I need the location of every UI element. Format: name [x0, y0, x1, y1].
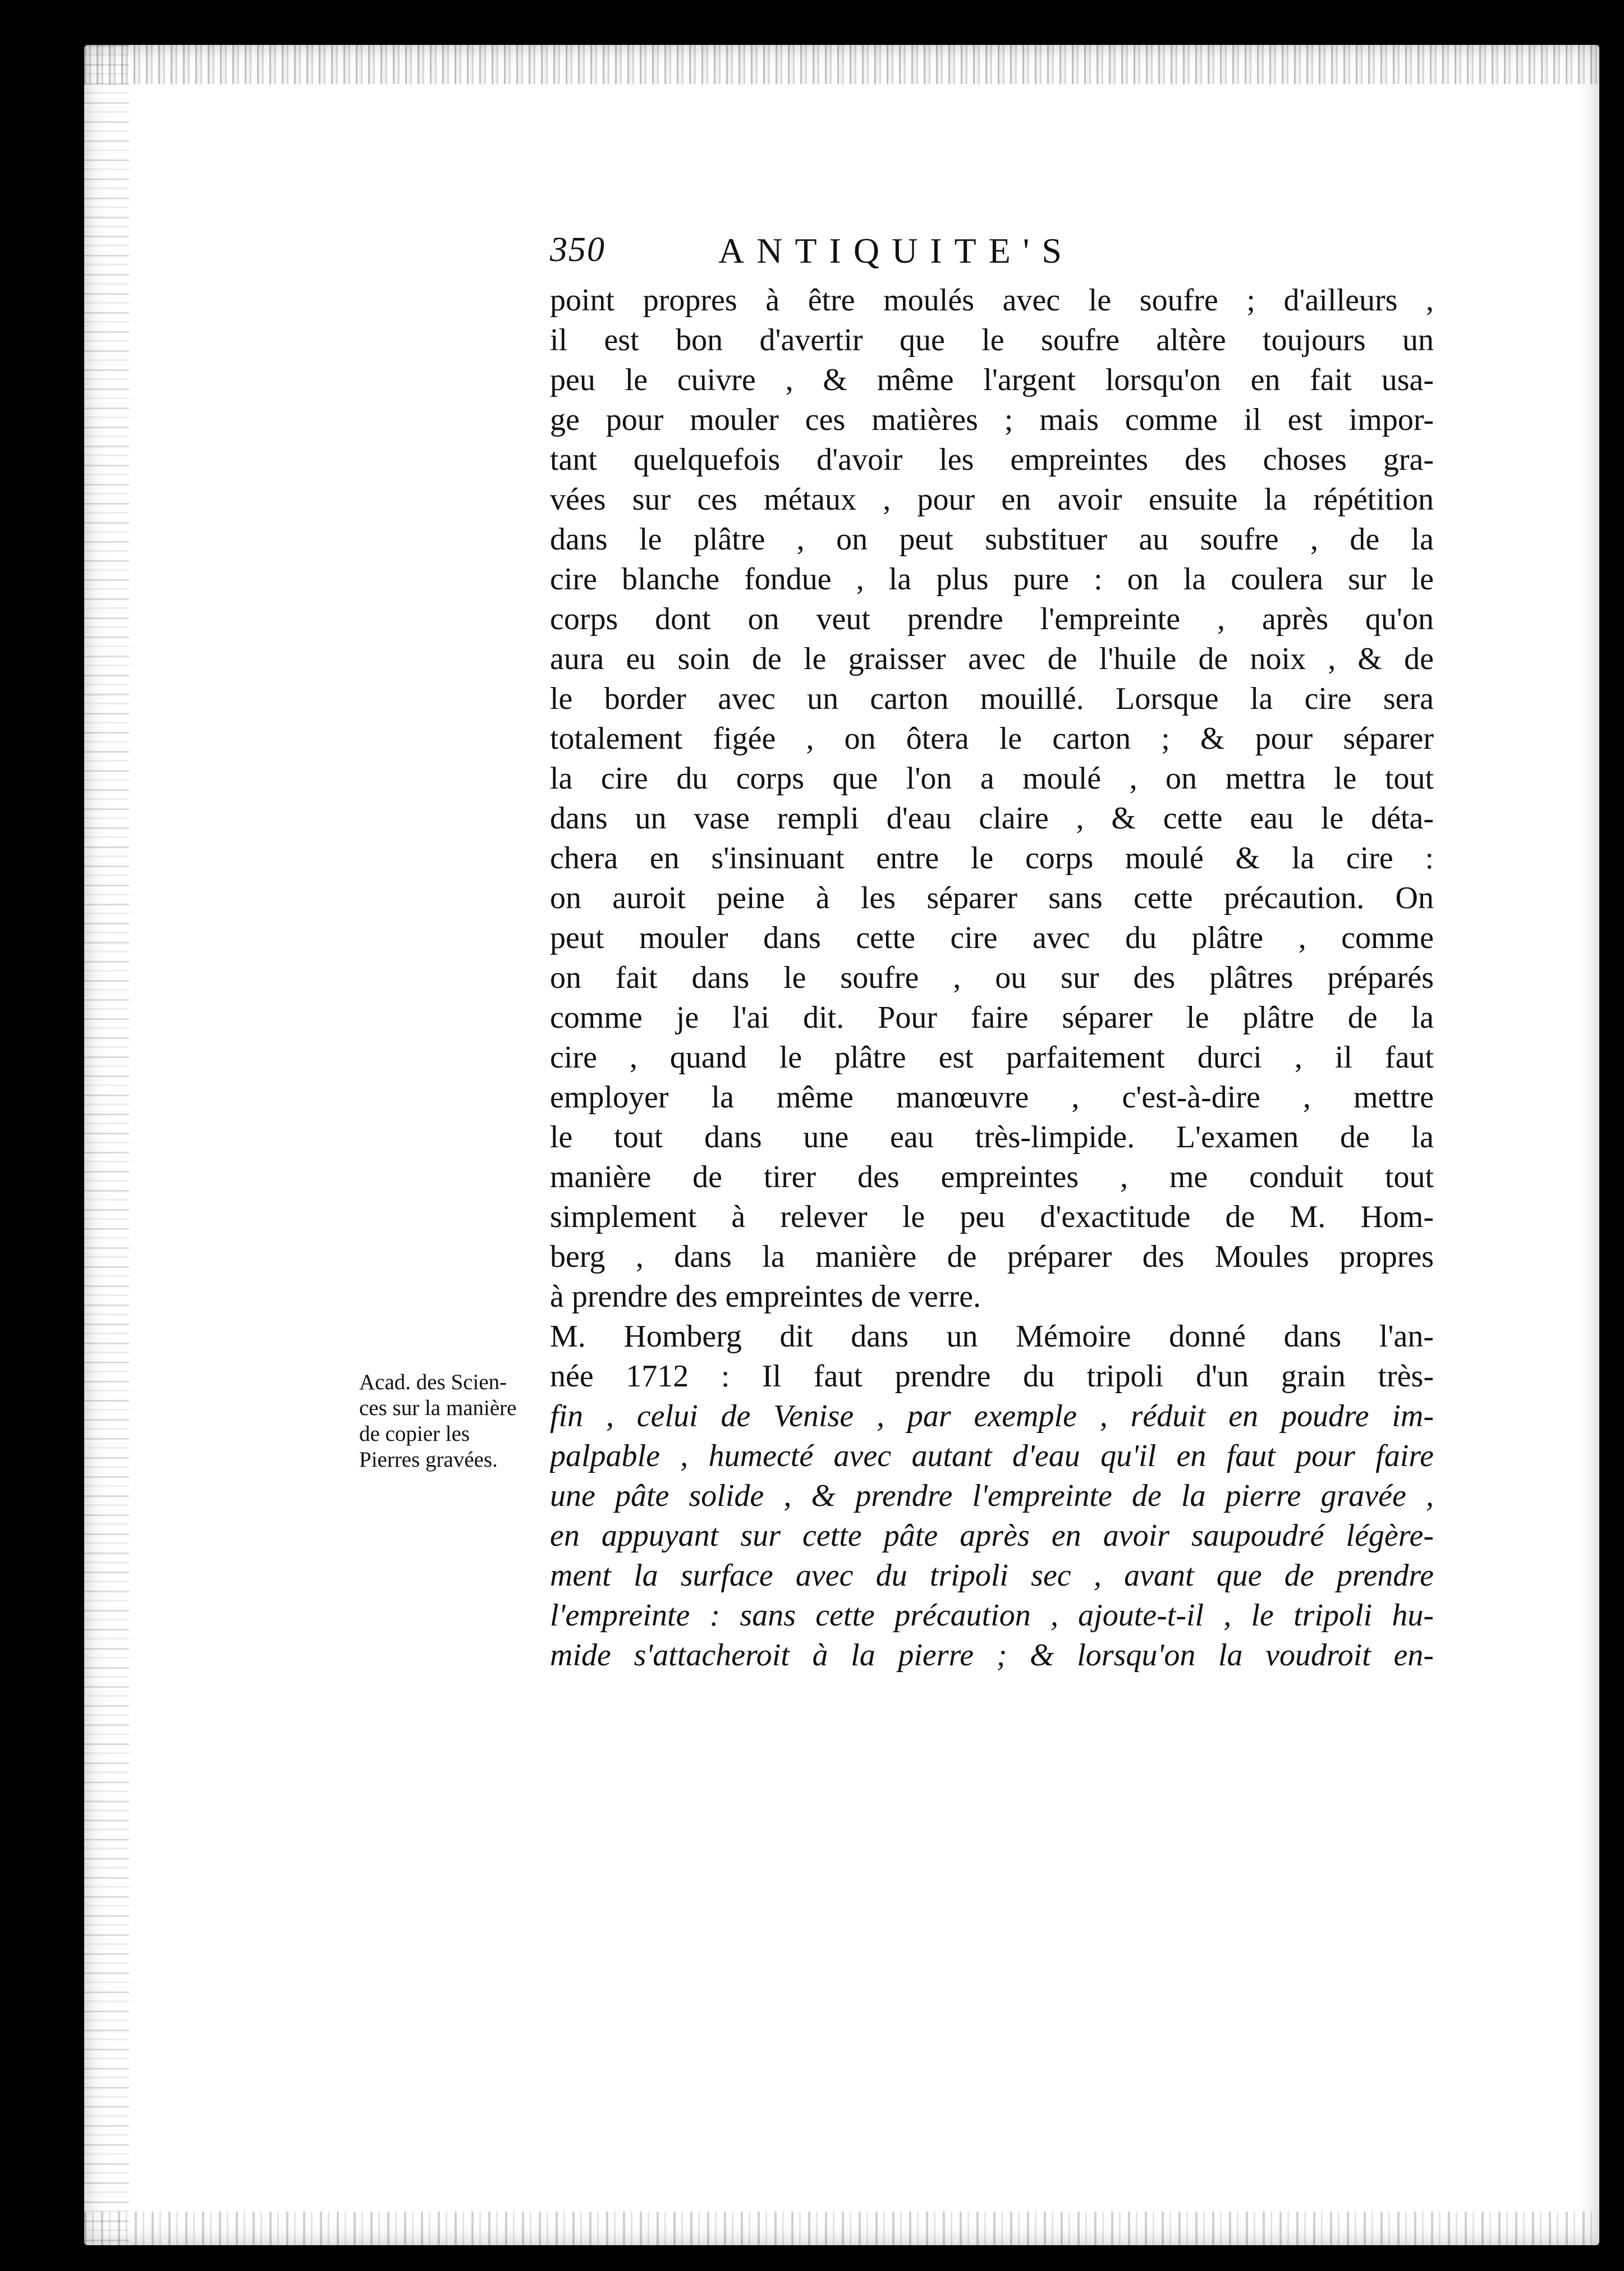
quoted-text-line: palpable , humecté avec autant d'eau qu'il en faut pour faire — [550, 1439, 1434, 1473]
text-line: peut mouler dans cette cire avec du plâtre , comme — [550, 921, 1434, 955]
quoted-text-line: l'empreinte : sans cette précaution , ajoute-t-il , le tripoli hu- — [550, 1598, 1434, 1633]
margin-note-line: de copier les — [359, 1422, 470, 1446]
paragraph-end-line: à prendre des empreintes de verre. — [550, 1279, 981, 1314]
text-line: totalement figée , on ôtera le carton ; & pour séparer — [550, 721, 1434, 756]
quoted-text-line: mide s'attacheroit à la pierre ; & lorsqu'on la voudroit en- — [550, 1638, 1434, 1673]
text-line: il est bon d'avertir que le soufre altère toujours un — [550, 323, 1434, 358]
main-text-block — [550, 230, 1434, 1675]
margin-note-line: Pierres gravées. — [359, 1448, 498, 1472]
text-line: aura eu soin de le graisser avec de l'huile de noix , & de — [550, 642, 1434, 676]
quoted-text-line: fin , celui de Venise , par exemple , réduit en poudre im- — [550, 1399, 1434, 1434]
page-edge-shadow — [84, 45, 129, 2245]
text-line: la cire du corps que l'on a moulé , on mettra le tout — [550, 761, 1434, 796]
text-line: point propres à être moulés avec le soufre ; d'ailleurs , — [550, 283, 1434, 318]
text-line: cire , quand le plâtre est parfaitement durci , il faut — [550, 1040, 1434, 1075]
running-head — [550, 230, 1434, 281]
text-line: comme je l'ai dit. Pour faire séparer le plâtre de la — [550, 1000, 1434, 1035]
text-line: peu le cuivre , & même l'argent lorsqu'on en fait usa- — [550, 363, 1434, 397]
text-line: manière de tirer des empreintes , me conduit tout — [550, 1160, 1434, 1194]
quoted-text-line: en appuyant sur cette pâte après en avoir saupoudré légère- — [550, 1518, 1434, 1553]
margin-note-line: Acad. des Scien- — [359, 1370, 507, 1394]
text-line: on fait dans le soufre , ou sur des plâtres préparés — [550, 960, 1434, 995]
quoted-text-line: une pâte solide , & prendre l'empreinte de la pierre gravée , — [550, 1478, 1434, 1513]
text-line: vées sur ces métaux , pour en avoir ensuite la répétition — [550, 482, 1434, 517]
text-line: cire blanche fondue , la plus pure : on la coulera sur le — [550, 562, 1434, 597]
text-line: née 1712 : Il faut prendre du tripoli d'un grain très- — [550, 1359, 1434, 1394]
text-line: employer la même manœuvre , c'est-à-dire , mettre — [550, 1080, 1434, 1115]
text-line: chera en s'insinuant entre le corps moulé & la cire : — [550, 841, 1434, 876]
text-line: ge pour mouler ces matières ; mais comme il est impor- — [550, 402, 1434, 437]
text-line: on auroit peine à les séparer sans cette précaution. On — [550, 881, 1434, 915]
page-number: 350 — [550, 231, 605, 269]
quoted-text-line: ment la surface avec du tripoli sec , avant que de prendre — [550, 1558, 1434, 1593]
text-line: corps dont on veut prendre l'empreinte , après qu'on — [550, 602, 1434, 637]
text-line: dans le plâtre , on peut substituer au soufre , de la — [550, 522, 1434, 557]
margin-note-line: ces sur la manière — [359, 1396, 517, 1420]
text-line: berg , dans la manière de préparer des Moules propres — [550, 1239, 1434, 1274]
text-line: simplement à relever le peu d'exactitude de M. Hom- — [550, 1199, 1434, 1234]
text-line: le tout dans une eau très-limpide. L'examen de la — [550, 1120, 1434, 1155]
text-line: tant quelquefois d'avoir les empreintes des choses gra- — [550, 442, 1434, 477]
text-line: dans un vase rempli d'eau claire , & cette eau le déta- — [550, 801, 1434, 836]
text-line: le border avec un carton mouillé. Lorsque la cire sera — [550, 681, 1434, 716]
running-title: ANTIQUITE'S — [718, 231, 1074, 271]
margin-note — [359, 1370, 530, 1473]
text-line: M. Homberg dit dans un Mémoire donné dans l'an- — [550, 1319, 1434, 1354]
